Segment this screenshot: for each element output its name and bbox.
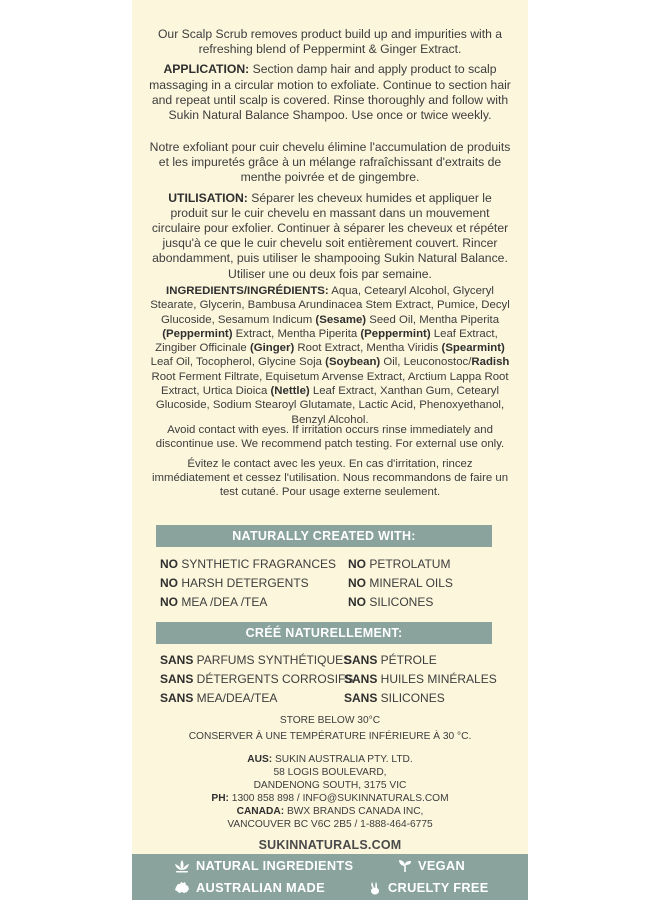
free-from-row	[158, 593, 494, 612]
footer-band	[132, 854, 528, 900]
free-from-text: PÉTROLE	[377, 653, 437, 667]
free-from-item	[348, 574, 453, 593]
sprout-icon	[398, 859, 412, 873]
ingredient-highlight: (Soybean)	[325, 356, 381, 369]
free-from-prefix: SANS	[160, 653, 194, 667]
phone-line	[148, 792, 512, 805]
free-from-row	[158, 670, 497, 689]
ingredient-highlight: (Nettle)	[270, 385, 310, 398]
free-from-item	[344, 670, 497, 689]
australia-map-icon	[174, 881, 190, 895]
ingredient-text: Root Extract, Mentha Viridis	[294, 342, 442, 355]
application-label: APPLICATION:	[163, 62, 250, 77]
free-from-item	[160, 574, 309, 593]
application-text: Section damp hair and apply product to scalp massaging in a circular motion to exfoliate. Continue to section hair and repeat until scalp is covered. Rinse thoroughly and follow with Sukin Natural Balance Shampoo. Use once or twice weekly.	[149, 62, 511, 123]
ph-label: PH:	[211, 793, 229, 804]
free-from-item	[160, 555, 336, 574]
free-from-item	[348, 555, 450, 574]
free-from-prefix: SANS	[160, 691, 194, 705]
free-from-row	[158, 689, 494, 708]
naturally-created-list	[158, 555, 494, 612]
free-from-prefix: NO	[348, 576, 366, 590]
canada-line2: VANCOUVER BC V6C 2B5 / 1-888-464-6775	[227, 819, 433, 830]
ingredient-text: Extract, Mentha Piperita	[232, 327, 361, 340]
badge-cruelty-free	[368, 880, 489, 895]
ingredient-text: Root Ferment Filtrate, Equisetum Arvense Extract, Arctium Lappa Root Extract, Urtica Dioica	[151, 370, 509, 398]
free-from-row	[158, 574, 494, 593]
english-section	[148, 27, 512, 128]
utilisation-paragraph	[148, 191, 512, 282]
ingredients-label: INGREDIENTS/INGRÉDIENTS:	[166, 285, 329, 297]
warning-fr: Évitez le contact avec les yeux. En cas d'irritation, rincez immédiatement et cessez l'utilisation. Nous recommandons de faire un test cutané. Pour usage externe seulement.	[151, 457, 509, 499]
free-from-item	[160, 651, 351, 670]
free-from-text: MINERAL OILS	[366, 576, 453, 590]
ingredient-text: Leaf Oil, Tocopherol, Glycine Soja	[150, 356, 326, 369]
free-from-item	[348, 593, 433, 612]
lotus-icon	[174, 859, 190, 873]
free-from-item	[160, 689, 277, 708]
free-from-prefix: SANS	[344, 672, 378, 686]
contact-section	[148, 753, 512, 831]
ingredient-highlight: (Peppermint)	[360, 327, 431, 340]
utilisation-label: UTILISATION:	[168, 190, 248, 205]
free-from-prefix: NO	[160, 576, 178, 590]
ingredient-highlight: (Ginger)	[249, 342, 295, 355]
free-from-text: MEA/DEA/TEA	[193, 691, 278, 705]
ph-text: 1300 858 898 / INFO@SUKINNATURALS.COM	[228, 793, 449, 804]
storage-fr: CONSERVER À UNE TEMPÉRATURE INFÉRIEURE À 30 °C.	[188, 731, 472, 742]
ingredient-text: Oil, Leuconostoc/	[380, 356, 472, 369]
badge-vegan	[398, 858, 465, 873]
ingredient-text: Leaf Extract, Xanthan Gum, Cetearyl Glucoside, Sodium Stearoyl Glutamate, Lactic Acid, Phenoxyethanol, Benzyl Alcohol.	[155, 385, 505, 426]
badge-australian-made	[174, 880, 325, 895]
badge-vegan-label: VEGAN	[418, 858, 466, 873]
french-section	[148, 140, 512, 287]
ingredient-highlight: (Peppermint)	[162, 327, 233, 340]
free-from-item	[344, 689, 445, 708]
free-from-text: DÉTERGENTS CORROSIFS	[193, 672, 354, 686]
free-from-prefix: NO	[160, 595, 178, 609]
canada-company: BWX BRANDS CANADA INC,	[284, 806, 424, 817]
free-from-item	[344, 651, 437, 670]
utilisation-text: Séparer les cheveux humides et appliquer le produit sur le cuir chevelu en massant dans un mouvement circulaire pour exfolier. Continuer à séparer les cheveux et répéter jusqu'à ce que le cuir chevelu soit entièrement couvert. Rincer abondamment, puis utiliser le shampooing Sukin Natural Balance. Utiliser une ou deux fois par semaine.	[151, 190, 509, 281]
free-from-prefix: SANS	[344, 691, 378, 705]
free-from-item	[160, 670, 353, 689]
free-from-text: SYNTHETIC FRAGRANCES	[178, 557, 337, 571]
badge-natural-ingredients	[174, 858, 353, 873]
aus-line3: DANDENONG SOUTH, 3175 VIC	[253, 780, 407, 791]
free-from-prefix: SANS	[344, 653, 378, 667]
website-url: SUKINNATURALS.COM	[258, 838, 402, 852]
aus-label: AUS:	[247, 754, 273, 765]
naturally-created-heading: NATURALLY CREATED WITH:	[156, 525, 492, 547]
ingredient-highlight: Radish	[471, 356, 510, 369]
free-from-text: PARFUMS SYNTHÉTIQUES	[193, 653, 352, 667]
free-from-text: HARSH DETERGENTS	[178, 576, 309, 590]
ingredients-list	[150, 285, 510, 426]
ingredients-paragraph	[148, 284, 512, 427]
cree-naturellement-heading: CRÉÉ NATURELLEMENT:	[156, 622, 492, 644]
cree-naturellement-list	[158, 651, 497, 708]
badge-australian-label: AUSTRALIAN MADE	[196, 880, 325, 895]
canada-label: CANADA:	[236, 806, 285, 817]
free-from-text: SILICONES	[377, 691, 445, 705]
free-from-row	[158, 555, 494, 574]
ingredient-text: Leaf Extract, Zingiber Officinale	[155, 327, 498, 355]
ingredient-highlight: (Spearmint)	[441, 342, 505, 355]
free-from-prefix: NO	[348, 557, 366, 571]
canada-line1	[148, 805, 512, 818]
storage-en: STORE BELOW 30°C	[279, 715, 381, 726]
aus-company: SUKIN AUSTRALIA PTY. LTD.	[272, 754, 413, 765]
aus-line1	[148, 753, 512, 766]
free-from-text: HUILES MINÉRALES	[377, 672, 497, 686]
french-intro: Notre exfoliant pour cuir chevelu élimine l'accumulation de produits et les impuretés grâce à un mélange rafraîchissant d'extraits de menthe poivrée et de gingembre.	[149, 140, 511, 185]
ingredient-text: Seed Oil, Mentha Piperita	[366, 313, 500, 326]
ingredient-text: Aqua, Cetearyl Alcohol, Glyceryl Stearate, Glycerin, Bambusa Arundinacea Stem Extract, Pumice, Decyl Glucoside, Sesamum Indicum	[150, 285, 510, 326]
free-from-text: PETROLATUM	[366, 557, 451, 571]
free-from-item	[160, 593, 267, 612]
aus-line2: 58 LOGIS BOULEVARD,	[273, 767, 387, 778]
ingredient-highlight: (Sesame)	[315, 313, 367, 326]
free-from-text: SILICONES	[366, 595, 434, 609]
storage-section	[148, 714, 512, 743]
badge-natural-label: NATURAL INGREDIENTS	[196, 858, 354, 873]
rabbit-icon	[368, 881, 382, 895]
free-from-prefix: SANS	[160, 672, 194, 686]
application-paragraph	[148, 62, 512, 123]
warning-en: Avoid contact with eyes. If irritation occurs rinse immediately and discontinue use. We recommend patch testing. For external use only.	[155, 424, 505, 451]
warnings-section	[148, 423, 512, 504]
ingredients-section	[148, 282, 512, 432]
free-from-row	[158, 651, 494, 670]
badge-cruelty-label: CRUELTY FREE	[388, 880, 489, 895]
free-from-prefix: NO	[160, 557, 178, 571]
free-from-prefix: NO	[348, 595, 366, 609]
free-from-text: MEA /DEA /TEA	[178, 595, 268, 609]
english-intro: Our Scalp Scrub removes product build up and impurities with a refreshing blend of Peppermint & Ginger Extract.	[157, 27, 503, 57]
